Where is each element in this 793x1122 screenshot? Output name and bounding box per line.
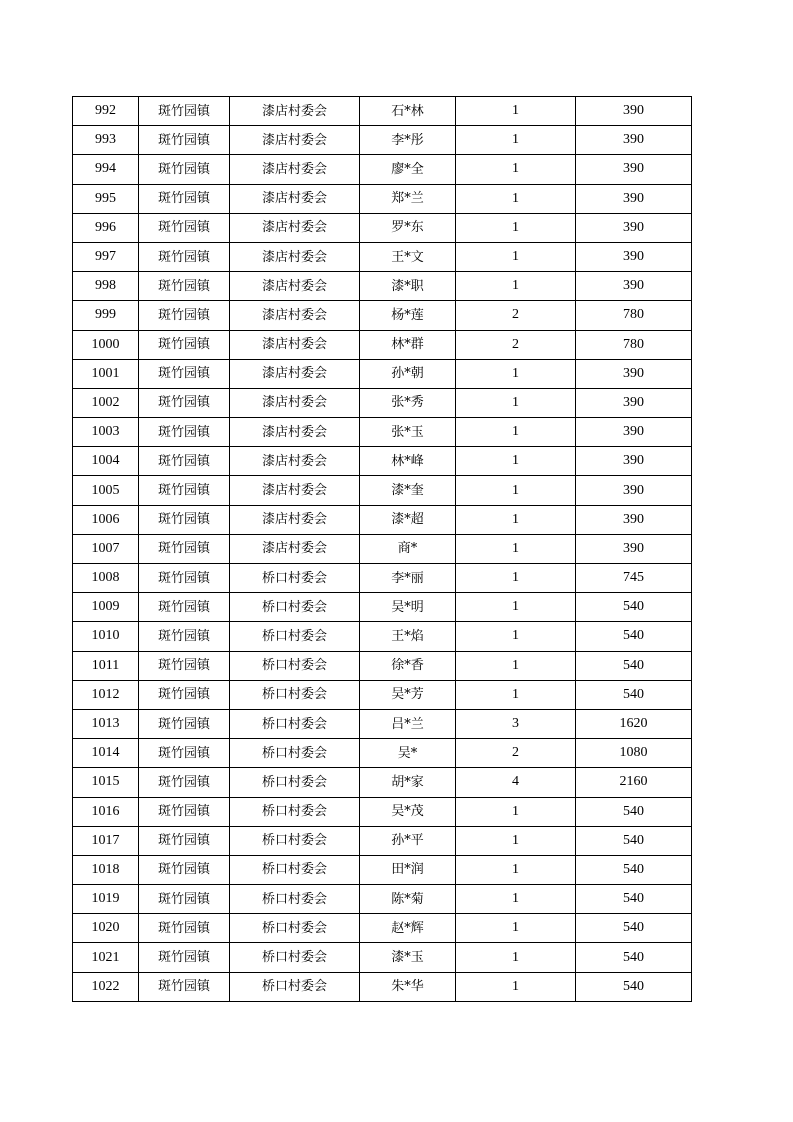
cell-town: 斑竹园镇 xyxy=(139,622,230,651)
cell-index: 1014 xyxy=(73,739,139,768)
cell-town: 斑竹园镇 xyxy=(139,797,230,826)
cell-town: 斑竹园镇 xyxy=(139,885,230,914)
cell-index: 996 xyxy=(73,213,139,242)
cell-index: 997 xyxy=(73,242,139,271)
cell-town: 斑竹园镇 xyxy=(139,155,230,184)
cell-count: 1 xyxy=(456,242,576,271)
cell-count: 1 xyxy=(456,213,576,242)
cell-index: 1012 xyxy=(73,680,139,709)
cell-index: 998 xyxy=(73,272,139,301)
cell-town: 斑竹园镇 xyxy=(139,272,230,301)
cell-amount: 2160 xyxy=(576,768,692,797)
cell-index: 1008 xyxy=(73,564,139,593)
cell-name: 田*润 xyxy=(360,855,456,884)
cell-village: 漆店村委会 xyxy=(230,213,360,242)
table-row xyxy=(73,622,692,651)
cell-town: 斑竹园镇 xyxy=(139,709,230,738)
cell-town: 斑竹园镇 xyxy=(139,855,230,884)
cell-village: 漆店村委会 xyxy=(230,447,360,476)
cell-town: 斑竹园镇 xyxy=(139,97,230,126)
cell-index: 992 xyxy=(73,97,139,126)
cell-amount: 390 xyxy=(576,505,692,534)
cell-name: 廖*全 xyxy=(360,155,456,184)
cell-amount: 390 xyxy=(576,272,692,301)
cell-index: 995 xyxy=(73,184,139,213)
cell-index: 1013 xyxy=(73,709,139,738)
cell-count: 1 xyxy=(456,97,576,126)
cell-index: 1006 xyxy=(73,505,139,534)
table-row xyxy=(73,680,692,709)
cell-amount: 390 xyxy=(576,388,692,417)
cell-amount: 780 xyxy=(576,330,692,359)
cell-name: 漆*超 xyxy=(360,505,456,534)
table-row xyxy=(73,651,692,680)
cell-name: 林*群 xyxy=(360,330,456,359)
cell-village: 桥口村委会 xyxy=(230,826,360,855)
table-row xyxy=(73,593,692,622)
cell-village: 桥口村委会 xyxy=(230,914,360,943)
cell-name: 吴* xyxy=(360,739,456,768)
cell-town: 斑竹园镇 xyxy=(139,651,230,680)
cell-index: 1018 xyxy=(73,855,139,884)
cell-amount: 390 xyxy=(576,359,692,388)
cell-name: 漆*奎 xyxy=(360,476,456,505)
cell-index: 1005 xyxy=(73,476,139,505)
cell-name: 王*焰 xyxy=(360,622,456,651)
cell-name: 张*玉 xyxy=(360,418,456,447)
cell-amount: 540 xyxy=(576,943,692,972)
cell-village: 桥口村委会 xyxy=(230,651,360,680)
cell-count: 1 xyxy=(456,126,576,155)
cell-index: 994 xyxy=(73,155,139,184)
cell-count: 1 xyxy=(456,943,576,972)
table-row xyxy=(73,359,692,388)
cell-amount: 390 xyxy=(576,534,692,563)
table-row xyxy=(73,739,692,768)
cell-amount: 390 xyxy=(576,418,692,447)
cell-name: 商* xyxy=(360,534,456,563)
cell-name: 吴*茂 xyxy=(360,797,456,826)
cell-town: 斑竹园镇 xyxy=(139,564,230,593)
cell-town: 斑竹园镇 xyxy=(139,680,230,709)
cell-index: 999 xyxy=(73,301,139,330)
cell-name: 林*峰 xyxy=(360,447,456,476)
cell-count: 2 xyxy=(456,739,576,768)
data-table xyxy=(72,96,692,1002)
cell-count: 2 xyxy=(456,301,576,330)
cell-count: 1 xyxy=(456,885,576,914)
cell-count: 1 xyxy=(456,972,576,1001)
table-row xyxy=(73,447,692,476)
cell-village: 漆店村委会 xyxy=(230,155,360,184)
cell-amount: 540 xyxy=(576,914,692,943)
cell-town: 斑竹园镇 xyxy=(139,418,230,447)
table-row xyxy=(73,126,692,155)
cell-name: 胡*家 xyxy=(360,768,456,797)
cell-amount: 390 xyxy=(576,155,692,184)
cell-village: 桥口村委会 xyxy=(230,972,360,1001)
cell-index: 1004 xyxy=(73,447,139,476)
cell-count: 2 xyxy=(456,330,576,359)
table-row xyxy=(73,301,692,330)
cell-index: 1017 xyxy=(73,826,139,855)
table-row xyxy=(73,709,692,738)
cell-village: 桥口村委会 xyxy=(230,564,360,593)
cell-village: 漆店村委会 xyxy=(230,534,360,563)
cell-village: 桥口村委会 xyxy=(230,768,360,797)
cell-village: 漆店村委会 xyxy=(230,301,360,330)
cell-count: 1 xyxy=(456,534,576,563)
cell-name: 孙*平 xyxy=(360,826,456,855)
cell-count: 1 xyxy=(456,622,576,651)
cell-village: 桥口村委会 xyxy=(230,943,360,972)
cell-index: 1009 xyxy=(73,593,139,622)
cell-amount: 1620 xyxy=(576,709,692,738)
cell-count: 1 xyxy=(456,855,576,884)
table-row xyxy=(73,943,692,972)
cell-name: 孙*朝 xyxy=(360,359,456,388)
cell-index: 1003 xyxy=(73,418,139,447)
cell-amount: 745 xyxy=(576,564,692,593)
cell-amount: 390 xyxy=(576,213,692,242)
table-row xyxy=(73,914,692,943)
cell-index: 1001 xyxy=(73,359,139,388)
cell-amount: 540 xyxy=(576,651,692,680)
cell-count: 1 xyxy=(456,797,576,826)
cell-town: 斑竹园镇 xyxy=(139,359,230,388)
cell-index: 1021 xyxy=(73,943,139,972)
cell-count: 1 xyxy=(456,914,576,943)
cell-village: 漆店村委会 xyxy=(230,272,360,301)
table-body xyxy=(73,97,692,1002)
table-row xyxy=(73,213,692,242)
cell-count: 1 xyxy=(456,593,576,622)
cell-count: 1 xyxy=(456,155,576,184)
cell-town: 斑竹园镇 xyxy=(139,301,230,330)
cell-village: 桥口村委会 xyxy=(230,622,360,651)
cell-name: 徐*香 xyxy=(360,651,456,680)
cell-town: 斑竹园镇 xyxy=(139,126,230,155)
table-row xyxy=(73,505,692,534)
cell-village: 漆店村委会 xyxy=(230,388,360,417)
table-row xyxy=(73,184,692,213)
cell-index: 1011 xyxy=(73,651,139,680)
cell-index: 1007 xyxy=(73,534,139,563)
cell-town: 斑竹园镇 xyxy=(139,242,230,271)
cell-index: 1010 xyxy=(73,622,139,651)
cell-amount: 390 xyxy=(576,447,692,476)
cell-town: 斑竹园镇 xyxy=(139,972,230,1001)
cell-amount: 390 xyxy=(576,476,692,505)
cell-village: 桥口村委会 xyxy=(230,680,360,709)
cell-town: 斑竹园镇 xyxy=(139,213,230,242)
cell-village: 漆店村委会 xyxy=(230,184,360,213)
cell-name: 李*丽 xyxy=(360,564,456,593)
cell-village: 桥口村委会 xyxy=(230,885,360,914)
cell-amount: 540 xyxy=(576,593,692,622)
cell-amount: 540 xyxy=(576,885,692,914)
cell-town: 斑竹园镇 xyxy=(139,505,230,534)
table-row xyxy=(73,972,692,1001)
cell-count: 1 xyxy=(456,359,576,388)
cell-amount: 540 xyxy=(576,680,692,709)
cell-name: 张*秀 xyxy=(360,388,456,417)
cell-village: 漆店村委会 xyxy=(230,97,360,126)
cell-name: 陈*菊 xyxy=(360,885,456,914)
cell-index: 1016 xyxy=(73,797,139,826)
cell-village: 漆店村委会 xyxy=(230,126,360,155)
table-row xyxy=(73,388,692,417)
table-row xyxy=(73,418,692,447)
cell-village: 漆店村委会 xyxy=(230,242,360,271)
cell-name: 漆*职 xyxy=(360,272,456,301)
cell-name: 罗*东 xyxy=(360,213,456,242)
cell-name: 王*文 xyxy=(360,242,456,271)
cell-index: 1022 xyxy=(73,972,139,1001)
cell-count: 1 xyxy=(456,476,576,505)
cell-name: 李*彤 xyxy=(360,126,456,155)
cell-amount: 390 xyxy=(576,126,692,155)
cell-name: 吴*芳 xyxy=(360,680,456,709)
cell-amount: 540 xyxy=(576,797,692,826)
table-row xyxy=(73,330,692,359)
cell-count: 1 xyxy=(456,447,576,476)
cell-index: 1019 xyxy=(73,885,139,914)
cell-count: 1 xyxy=(456,680,576,709)
cell-name: 杨*莲 xyxy=(360,301,456,330)
cell-index: 1020 xyxy=(73,914,139,943)
cell-name: 赵*辉 xyxy=(360,914,456,943)
cell-count: 1 xyxy=(456,564,576,593)
cell-town: 斑竹园镇 xyxy=(139,447,230,476)
cell-town: 斑竹园镇 xyxy=(139,593,230,622)
table-row xyxy=(73,826,692,855)
cell-name: 朱*华 xyxy=(360,972,456,1001)
cell-village: 桥口村委会 xyxy=(230,709,360,738)
table-row xyxy=(73,242,692,271)
cell-count: 4 xyxy=(456,768,576,797)
cell-amount: 1080 xyxy=(576,739,692,768)
table-row xyxy=(73,564,692,593)
cell-village: 漆店村委会 xyxy=(230,505,360,534)
cell-village: 桥口村委会 xyxy=(230,797,360,826)
cell-village: 漆店村委会 xyxy=(230,418,360,447)
cell-town: 斑竹园镇 xyxy=(139,476,230,505)
table-row xyxy=(73,855,692,884)
cell-count: 3 xyxy=(456,709,576,738)
cell-amount: 540 xyxy=(576,622,692,651)
table-row xyxy=(73,885,692,914)
cell-index: 993 xyxy=(73,126,139,155)
cell-amount: 540 xyxy=(576,855,692,884)
cell-village: 漆店村委会 xyxy=(230,476,360,505)
cell-name: 郑*兰 xyxy=(360,184,456,213)
cell-index: 1002 xyxy=(73,388,139,417)
cell-town: 斑竹园镇 xyxy=(139,534,230,563)
cell-count: 1 xyxy=(456,184,576,213)
table-row xyxy=(73,272,692,301)
cell-amount: 390 xyxy=(576,184,692,213)
cell-village: 桥口村委会 xyxy=(230,593,360,622)
table-row xyxy=(73,534,692,563)
cell-count: 1 xyxy=(456,826,576,855)
cell-name: 漆*玉 xyxy=(360,943,456,972)
cell-count: 1 xyxy=(456,505,576,534)
table-row xyxy=(73,476,692,505)
cell-count: 1 xyxy=(456,388,576,417)
cell-town: 斑竹园镇 xyxy=(139,184,230,213)
cell-town: 斑竹园镇 xyxy=(139,943,230,972)
cell-town: 斑竹园镇 xyxy=(139,914,230,943)
cell-count: 1 xyxy=(456,651,576,680)
cell-amount: 540 xyxy=(576,972,692,1001)
cell-town: 斑竹园镇 xyxy=(139,739,230,768)
cell-amount: 540 xyxy=(576,826,692,855)
cell-town: 斑竹园镇 xyxy=(139,768,230,797)
cell-village: 漆店村委会 xyxy=(230,330,360,359)
cell-town: 斑竹园镇 xyxy=(139,330,230,359)
cell-village: 桥口村委会 xyxy=(230,855,360,884)
table-row xyxy=(73,97,692,126)
cell-index: 1015 xyxy=(73,768,139,797)
cell-town: 斑竹园镇 xyxy=(139,388,230,417)
cell-town: 斑竹园镇 xyxy=(139,826,230,855)
cell-amount: 390 xyxy=(576,97,692,126)
table-row xyxy=(73,768,692,797)
cell-name: 石*林 xyxy=(360,97,456,126)
cell-name: 吕*兰 xyxy=(360,709,456,738)
cell-name: 吴*明 xyxy=(360,593,456,622)
cell-amount: 390 xyxy=(576,242,692,271)
cell-village: 桥口村委会 xyxy=(230,739,360,768)
cell-amount: 780 xyxy=(576,301,692,330)
table-row xyxy=(73,155,692,184)
cell-count: 1 xyxy=(456,272,576,301)
table-row xyxy=(73,797,692,826)
cell-index: 1000 xyxy=(73,330,139,359)
cell-count: 1 xyxy=(456,418,576,447)
cell-village: 漆店村委会 xyxy=(230,359,360,388)
